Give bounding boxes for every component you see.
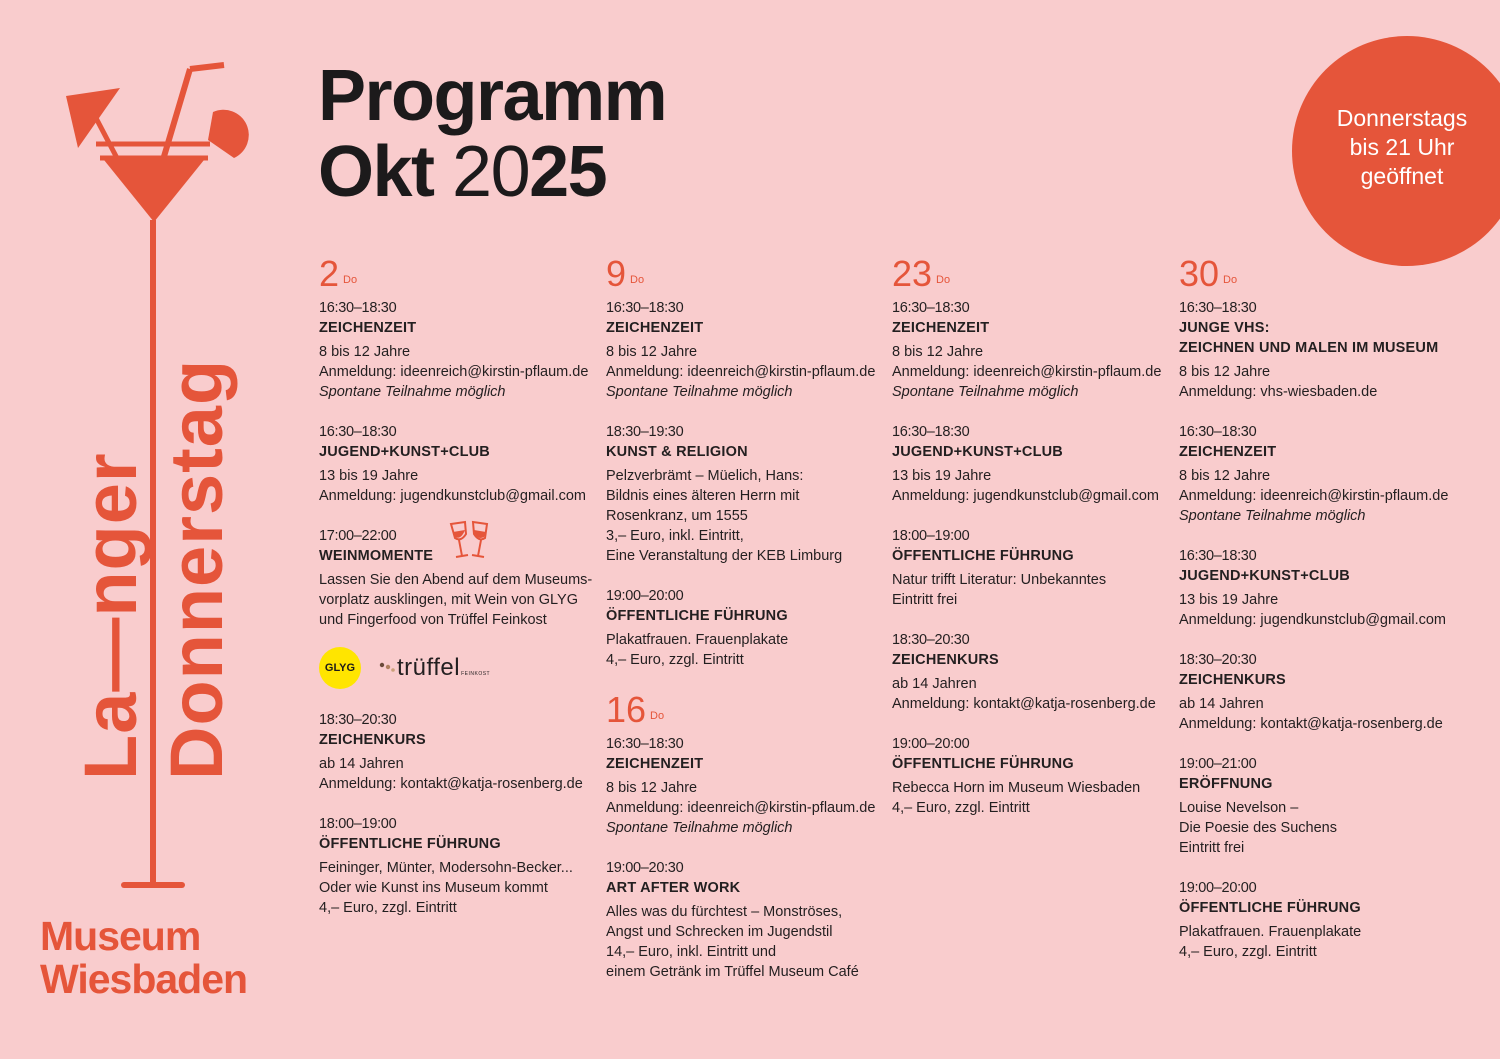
title-year-thin: 20 xyxy=(452,132,530,212)
event-time: 16:30–18:30 xyxy=(319,424,397,440)
event-time: 16:30–18:30 xyxy=(606,300,684,316)
event-time: 19:00–20:00 xyxy=(1179,880,1257,896)
event-title: KUNST & RELIGION xyxy=(606,444,748,460)
wine-glasses-icon xyxy=(447,518,493,562)
event-detail: 8 bis 12 Jahre xyxy=(1179,364,1271,380)
date-heading xyxy=(892,254,1177,294)
event-detail: Louise Nevelson – xyxy=(1179,800,1299,816)
event-time: 18:30–20:30 xyxy=(892,632,970,648)
event-item xyxy=(892,734,1177,818)
truffel-logo xyxy=(397,654,491,681)
event-detail: Eintritt frei xyxy=(1179,840,1245,856)
logo-vertical-text-langer: La—nger xyxy=(69,452,152,780)
event-time: 19:00–21:00 xyxy=(1179,756,1257,772)
event-detail: 8 bis 12 Jahre xyxy=(319,344,411,360)
event-detail: Eine Veranstaltung der KEB Limburg xyxy=(606,548,843,564)
event-title: JUGEND+KUNST+CLUB xyxy=(1179,568,1350,584)
event-detail: Anmeldung: kontakt@katja-rosenberg.de xyxy=(1179,716,1443,732)
event-item xyxy=(1179,298,1464,402)
event-item xyxy=(1179,546,1464,630)
event-title: ZEICHENZEIT xyxy=(892,320,990,336)
sponsor-logos xyxy=(319,646,604,690)
event-title: ZEICHENKURS xyxy=(1179,672,1286,688)
event-title: ÖFFENTLICHE FÜHRUNG xyxy=(892,756,1074,772)
museum-logo-line1: Museum xyxy=(40,913,201,959)
event-item xyxy=(319,298,604,402)
event-item xyxy=(1179,878,1464,962)
weekday-label: Do xyxy=(650,710,665,722)
event-time: 18:00–19:00 xyxy=(319,816,397,832)
event-item xyxy=(606,422,891,566)
event-time: 16:30–18:30 xyxy=(1179,424,1257,440)
event-title: ZEICHENZEIT xyxy=(319,320,417,336)
event-detail: 8 bis 12 Jahre xyxy=(606,344,698,360)
event-detail: Alles was du fürchtest – Monströses, xyxy=(606,904,843,920)
event-detail: Anmeldung: kontakt@katja-rosenberg.de xyxy=(319,776,583,792)
event-title: JUGEND+KUNST+CLUB xyxy=(892,444,1063,460)
event-title: ZEICHENZEIT xyxy=(606,320,704,336)
event-detail: Angst und Schrecken im Jugendstil xyxy=(606,924,833,940)
title-month-year xyxy=(318,134,666,210)
date-number: 9 xyxy=(606,253,627,294)
event-detail: vorplatz ausklingen, mit Wein von GLYG xyxy=(319,592,578,608)
event-title: ÖFFENTLICHE FÜHRUNG xyxy=(319,836,501,852)
opening-hours-badge xyxy=(1292,36,1500,266)
event-detail: Anmeldung: jugendkunstclub@gmail.com xyxy=(1179,612,1447,628)
event-detail: Anmeldung: ideenreich@kirstin-pflaum.de xyxy=(606,364,876,380)
title-year-bold: 25 xyxy=(529,132,607,212)
event-title: ZEICHENKURS xyxy=(319,732,426,748)
event-item xyxy=(606,298,891,402)
event-detail: 8 bis 12 Jahre xyxy=(892,344,984,360)
event-note: Spontane Teilnahme möglich xyxy=(606,384,793,400)
truffel-subtitle: FEINKOST xyxy=(461,671,491,677)
day-column-30 xyxy=(1179,254,1464,982)
title-month: Okt xyxy=(318,132,434,212)
event-detail: einem Getränk im Trüffel Museum Café xyxy=(606,964,859,980)
event-detail: Anmeldung: ideenreich@kirstin-pflaum.de xyxy=(1179,488,1449,504)
event-detail: Rebecca Horn im Museum Wiesbaden xyxy=(892,780,1141,796)
event-detail: Pelzverbrämt – Müelich, Hans: xyxy=(606,468,804,484)
event-time: 19:00–20:30 xyxy=(606,860,684,876)
event-time: 16:30–18:30 xyxy=(319,300,397,316)
event-item xyxy=(319,710,604,794)
event-item xyxy=(1179,650,1464,734)
event-detail: 4,– Euro, zzgl. Eintritt xyxy=(892,800,1030,816)
event-item xyxy=(892,422,1177,506)
event-title: ZEICHENZEIT xyxy=(606,756,704,772)
event-detail: Bildnis eines älteren Herrn mit xyxy=(606,488,800,504)
event-detail: ab 14 Jahren xyxy=(319,756,404,772)
event-item xyxy=(1179,422,1464,526)
event-time: 18:00–19:00 xyxy=(892,528,970,544)
museum-logo xyxy=(40,915,247,1001)
event-detail: Anmeldung: ideenreich@kirstin-pflaum.de xyxy=(606,800,876,816)
event-detail: 4,– Euro, zzgl. Eintritt xyxy=(319,900,457,916)
event-item xyxy=(892,298,1177,402)
event-title: ERÖFFNUNG xyxy=(1179,776,1273,792)
event-time: 17:00–22:00 xyxy=(319,528,397,544)
event-detail: Plakatfrauen. Frauenplakate xyxy=(1179,924,1362,940)
weekday-label: Do xyxy=(343,274,358,286)
event-detail: Plakatfrauen. Frauenplakate xyxy=(606,632,789,648)
event-time: 18:30–20:30 xyxy=(1179,652,1257,668)
event-note: Spontane Teilnahme möglich xyxy=(319,384,506,400)
event-detail: Oder wie Kunst ins Museum kommt xyxy=(319,880,548,896)
weekday-label: Do xyxy=(1223,274,1238,286)
event-detail: 8 bis 12 Jahre xyxy=(1179,468,1271,484)
weekday-label: Do xyxy=(936,274,951,286)
logo-vertical-text-donnerstag: Donnerstag xyxy=(155,358,238,780)
event-time: 16:30–18:30 xyxy=(1179,300,1257,316)
event-detail: Anmeldung: kontakt@katja-rosenberg.de xyxy=(892,696,1156,712)
event-time: 16:30–18:30 xyxy=(892,424,970,440)
event-detail: 4,– Euro, zzgl. Eintritt xyxy=(1179,944,1317,960)
event-title: ZEICHENZEIT xyxy=(1179,444,1277,460)
event-title: ART AFTER WORK xyxy=(606,880,741,896)
event-item xyxy=(606,586,891,670)
event-detail: Lassen Sie den Abend auf dem Museums- xyxy=(319,572,593,588)
event-detail: Anmeldung: ideenreich@kirstin-pflaum.de xyxy=(319,364,589,380)
event-detail: Feininger, Münter, Modersohn-Becker... xyxy=(319,860,573,876)
event-detail: Rosenkranz, um 1555 xyxy=(606,508,748,524)
event-note: Spontane Teilnahme möglich xyxy=(892,384,1079,400)
event-item xyxy=(319,526,604,690)
event-detail: 13 bis 19 Jahre xyxy=(1179,592,1279,608)
day-column-2 xyxy=(319,254,604,938)
event-title: JUGEND+KUNST+CLUB xyxy=(319,444,490,460)
museum-logo-line2: Wiesbaden xyxy=(40,956,248,1002)
event-item xyxy=(1179,754,1464,858)
opening-hours-text: Donnerstags bis 21 Uhr geöffnet xyxy=(1336,104,1468,189)
event-item xyxy=(892,526,1177,610)
event-title: JUNGE VHS: xyxy=(1179,320,1270,336)
event-title: ÖFFENTLICHE FÜHRUNG xyxy=(1179,900,1361,916)
event-item xyxy=(606,858,891,982)
date-heading xyxy=(606,690,891,730)
date-heading xyxy=(319,254,604,294)
event-item xyxy=(606,734,891,838)
event-detail: ab 14 Jahren xyxy=(892,676,977,692)
event-time: 16:30–18:30 xyxy=(1179,548,1257,564)
event-detail: 3,– Euro, inkl. Eintritt, xyxy=(606,528,744,544)
event-note: Spontane Teilnahme möglich xyxy=(1179,508,1366,524)
truffel-name: trüffel xyxy=(397,654,461,681)
date-number: 16 xyxy=(606,689,647,730)
event-item xyxy=(892,630,1177,714)
event-detail: Anmeldung: ideenreich@kirstin-pflaum.de xyxy=(892,364,1162,380)
date-number: 30 xyxy=(1179,253,1220,294)
event-detail: 14,– Euro, inkl. Eintritt und xyxy=(606,944,777,960)
event-title: ÖFFENTLICHE FÜHRUNG xyxy=(606,608,788,624)
event-detail: 13 bis 19 Jahre xyxy=(892,468,992,484)
event-item xyxy=(319,422,604,506)
weekday-label: Do xyxy=(630,274,645,286)
event-title: ZEICHENKURS xyxy=(892,652,999,668)
event-detail: 4,– Euro, zzgl. Eintritt xyxy=(606,652,744,668)
event-detail: Anmeldung: jugendkunstclub@gmail.com xyxy=(319,488,587,504)
event-detail: 13 bis 19 Jahre xyxy=(319,468,419,484)
glyg-logo: GLYG xyxy=(319,647,361,689)
event-time: 16:30–18:30 xyxy=(892,300,970,316)
event-title: ÖFFENTLICHE FÜHRUNG xyxy=(892,548,1074,564)
event-time: 19:00–20:00 xyxy=(892,736,970,752)
date-number: 23 xyxy=(892,253,933,294)
event-detail: und Fingerfood von Trüffel Feinkost xyxy=(319,612,547,628)
event-detail: Die Poesie des Suchens xyxy=(1179,820,1337,836)
page-title xyxy=(318,58,666,210)
event-detail: Anmeldung: jugendkunstclub@gmail.com xyxy=(892,488,1160,504)
event-detail: ab 14 Jahren xyxy=(1179,696,1264,712)
event-time: 19:00–20:00 xyxy=(606,588,684,604)
event-item xyxy=(319,814,604,918)
date-heading xyxy=(606,254,891,294)
truffel-dots-icon xyxy=(379,662,395,674)
event-time: 16:30–18:30 xyxy=(606,736,684,752)
title-programm: Programm xyxy=(318,56,667,136)
event-title-line2: ZEICHNEN UND MALEN IM MUSEUM xyxy=(1179,340,1439,356)
date-number: 2 xyxy=(319,253,340,294)
event-title: WEINMOMENTE xyxy=(319,548,434,564)
event-detail: Eintritt frei xyxy=(892,592,958,608)
event-detail: Natur trifft Literatur: Unbekanntes xyxy=(892,572,1107,588)
day-column-23 xyxy=(892,254,1177,838)
event-time: 18:30–20:30 xyxy=(319,712,397,728)
event-time: 18:30–19:30 xyxy=(606,424,684,440)
event-note: Spontane Teilnahme möglich xyxy=(606,820,793,836)
event-detail: 8 bis 12 Jahre xyxy=(606,780,698,796)
date-heading xyxy=(1179,254,1464,294)
event-detail: Anmeldung: vhs-wiesbaden.de xyxy=(1179,384,1378,400)
day-column-9 xyxy=(606,254,891,1002)
